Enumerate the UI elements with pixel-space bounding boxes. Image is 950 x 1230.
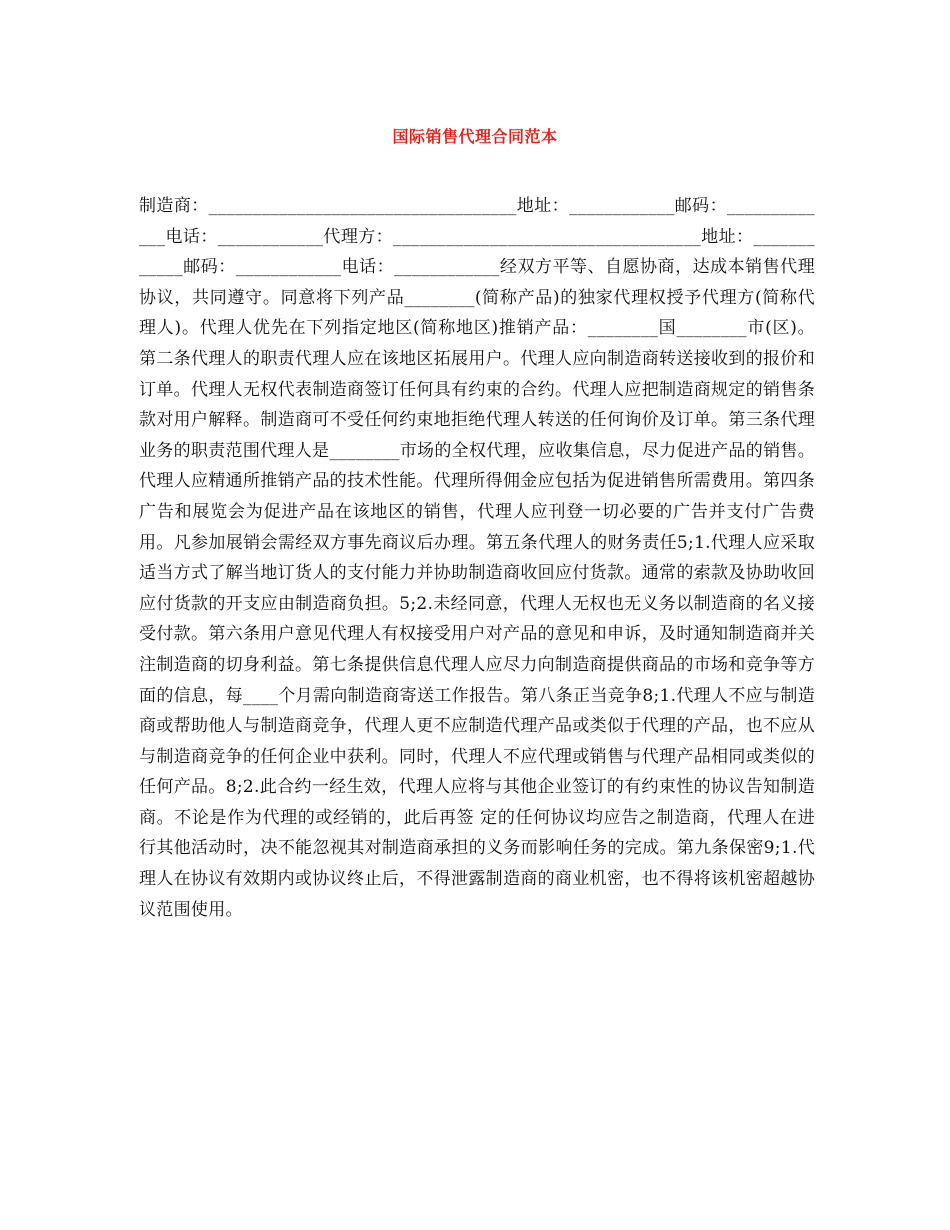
contract-body-text: 制造商：___________________________________地址：____________邮码：_____________电话：____________代理方：___________________________________地址：____________邮码：____________电话：____________经双方平等、自愿协商，达成本销售代理协议，共同遵守。同意将下列产品________(简称产品)的独家代理权授予代理方(简称代理人)。代理人优先在下列指定地区(简称地区)推销产品：________国________市(区)。第二条代理人的职责代理人应在该地区拓展用户。代理人应向制造商转送接收到的报价和订单。代理人无权代表制造商签订任何具有约束的合约。代理人应把制造商规定的销售条款对用户解释。制造商可不受任何约束地拒绝代理人转送的任何询价及订单。第三条代理业务的职责范围代理人是________市场的全权代理，应收集信息，尽力促进产品的销售。代理人应精通所推销产品的技术性能。代理所得佣金应包括为促进销售所需费用。第四条广告和展览会为促进产品在该地区的销售，代理人应刊登一切必要的广告并支付广告费用。凡参加展销会需经双方事先商议后办理。第五条代理人的财务责任5;1.代理人应采取适当方式了解当地订货人的支付能力并协助制造商收回应付货款。通常的索款及协助收回应付货款的开支应由制造商负担。5;2.未经同意，代理人无权也无义务以制造商的名义接受付款。第六条用户意见代理人有权接受用户对产品的意见和申诉，及时通知制造商并关注制造商的切身利益。第七条提供信息代理人应尽力向制造商提供商品的市场和竞争等方面的信息，每____个月需向制造商寄送工作报告。第八条正当竞争8;1.代理人不应与制造商或帮助他人与制造商竞争，代理人更不应制造代理产品或类似于代理的产品，也不应从与制造商竞争的任何企业中获利。同时，代理人不应代理或销售与代理产品相同或类似的任何产品。8;2.此合约一经生效，代理人应将与其他企业签订的有约束性的协议告知制造商。不论是作为代理的或经销的，此后再签 定的任何协议均应告之制造商，代理人在进行其他活动时，决不能忽视其对制造商承担的义务而影响任务的完成。第九条保密9;1.代理人在协议有效期内或协议终止后，不得泄露制造商的商业机密，也不得将该机密超越协议范围使用。 xyxy=(139,196,815,920)
document-title: 国际销售代理合同范本 xyxy=(392,127,558,146)
